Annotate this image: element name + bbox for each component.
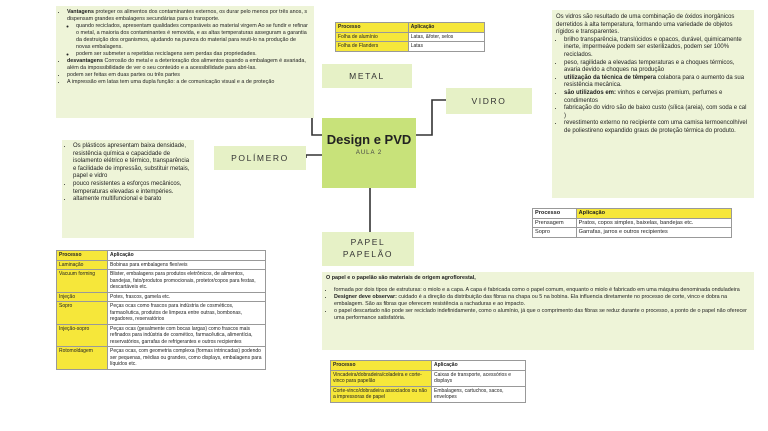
- vidro-item: [564, 120, 750, 135]
- vantagens-label: Vantagens: [67, 9, 94, 15]
- vidro-notes: [552, 10, 754, 198]
- table-header-row: [336, 23, 485, 33]
- branch-metal: [322, 64, 412, 88]
- table-cell: Potes, frascos, gamela etc.: [108, 292, 266, 302]
- vidro-item: [564, 90, 750, 105]
- table-cell: Garrafas, jarros e outros recipientes: [576, 228, 731, 238]
- vidro-table: [532, 208, 732, 238]
- branch-vidro-label: VIDRO: [471, 96, 507, 106]
- table-header-row: [331, 361, 526, 371]
- table-cell: Sopro: [57, 302, 108, 325]
- vantagens-text: proteger os alimentos dos contaminantes externos, os durar pelo menos por três anos, s dispensam grandes embalagens secundárias para o transporte.: [67, 9, 308, 22]
- vidro-connector: [416, 100, 446, 135]
- table-header: Processo: [533, 209, 577, 219]
- metal-sub-item: ◦ podem ser submeter a repetidas reciclagens sem perdas das propriedades.: [76, 51, 311, 58]
- papel-item-bold: Designer deve observar:: [334, 294, 397, 300]
- metal-extra-item: • A impressão em latas tem uma dupla função: a de comunicação visual e a de proteção: [67, 79, 311, 86]
- table-row: [57, 347, 266, 370]
- polimero-item: • altamente multifuncional e barato: [73, 196, 191, 204]
- papel-item: [334, 294, 750, 308]
- papel-item: [334, 287, 750, 294]
- branch-polimero-label: POLÍMERO: [231, 153, 289, 163]
- table-cell: Blister, embalagens para produtos eletrônicos, de alimentos, bandejas, fato/produtos promocionais, protetor/copos para festas, descartáveis etc.: [108, 270, 266, 293]
- papel-item-text: o papel descartado não pode ser reciclado indefinidamente, como o alumínio, já que o comprimento das fibras se reduz durante o processo, a ponto de o papel não oferecer uma performance satisfatória.: [334, 308, 747, 321]
- desvantagens-text: Corrosão do metal e a deterioração dos alimentos quando a embalagem é avariada, além da impossibilidade de ver o seu conteúdo e a acessibilidade para abri-las.: [67, 58, 306, 71]
- table-cell: Corte-vinco/dobradeira associados ou não a impressoras de papel: [331, 386, 432, 402]
- metal-sub-item: ◦ quando reciclados, apresentam qualidades comparáveis ao material virgem Ao se fundir e refinar o metal, a maioria dos contaminantes é removida, e as altas temperaturas asseguram a garantia da destruição dos organismos, ajudando na pureza do material para reuti-lo na produção de novas embalagens.: [76, 23, 311, 51]
- vidro-item-text: vinhos e cervejas premium, perfumes e condimentos: [564, 89, 723, 104]
- table-row: [57, 302, 266, 325]
- vidro-item-text: brilho transparência, translúcidos e opacos, durável, quimicamente inerte, impermeáve podem ser esterilizados, podem ser 100% reciclados.: [564, 36, 742, 58]
- metal-table: [335, 22, 485, 52]
- vidro-item-text: colabora para o aumento da sua resistência mecânica.: [564, 74, 745, 89]
- table-cell: Latas: [408, 42, 484, 52]
- polimero-connector: [306, 155, 322, 158]
- branch-polimero: [214, 146, 306, 170]
- papel-item-text: formada por dois tipos de estruturas: o miolo e a capa. A capa é fabricada como o papel comum, enquanto o miolo é fabricado em uma máquina denominada onduladeira: [334, 287, 740, 293]
- table-row: [533, 228, 732, 238]
- table-header: Processo: [336, 23, 409, 33]
- branch-vidro: [446, 88, 532, 114]
- table-cell: Laminação: [57, 260, 108, 270]
- vidro-item-text: peso, ragilidade a elevadas temperaturas e a choques térmicos, avaria devido a choques na produção: [564, 59, 735, 74]
- table-cell: Pratos, copos simples, baixelas, bandejas etc.: [576, 218, 731, 228]
- papel-item-text: cuidado é a direção da distribuição das fibras na chapa ou 5 na bobina. Ela influencia diretamente no processo de corte, vinco e dobra na embalagem. São as fibras que oferecem resistência a rachaduras e ao impacto.: [334, 294, 728, 307]
- vidro-item-text: revestimento externo no recipiente com uma camisa termoencolhível de poliestireno expandido graus de proteção térmica do produto.: [564, 120, 748, 134]
- vidro-item: [564, 105, 750, 120]
- central-title: Design e PVD: [326, 132, 412, 147]
- table-cell: Peças ocas como frascos para indústria de cosméticos, farmacêutica, produtos de limpeza entre outras, bombonas, regadores, reservatórios: [108, 302, 266, 325]
- table-header-row: [57, 251, 266, 261]
- table-cell: Caixas de transporte, acessórios e displays: [432, 370, 526, 386]
- table-cell: Embalagens, cartuchos, sacos, envelopes: [432, 386, 526, 402]
- branch-papel-label-1: PAPEL: [350, 237, 386, 247]
- polimero-table: [56, 250, 266, 370]
- papel-item: [334, 308, 750, 322]
- papel-heading: O papel e o papelão são materiais de origem agroflorestal,: [326, 275, 476, 281]
- branch-papel-label-2: PAPELÃO: [342, 249, 394, 259]
- table-header: Processo: [331, 361, 432, 371]
- table-cell: Peças ocas, com geometria complexa (formas intrincadas) podendo ser pequenas, médias ou grandes, como displays, embalagens para líquidos etc.: [108, 347, 266, 370]
- table-cell: Bobinas para embalagens flexíveis: [108, 260, 266, 270]
- table-header: Aplicação: [432, 361, 526, 371]
- table-cell: Latas, &foter, selos: [408, 32, 484, 42]
- table-header: Aplicação: [108, 251, 266, 261]
- table-header: Processo: [57, 251, 108, 261]
- table-cell: Vacuum forming: [57, 270, 108, 293]
- table-row: [533, 218, 732, 228]
- papel-notes: [322, 272, 754, 350]
- vidro-item: [564, 75, 750, 90]
- table-cell: Folha de alumínio: [336, 32, 409, 42]
- branch-papel: [322, 232, 414, 266]
- table-row: [57, 270, 266, 293]
- vidro-item: [564, 37, 750, 60]
- vidro-item-bold: utilização da técnica de têmpera: [564, 74, 657, 81]
- table-row: [336, 32, 485, 42]
- table-cell: Peças ocas (gesalmente com bocas largas) como frascos mais refinados para indústria de cosmético, farmacêutica, alimentícia, reservatórios, garrafas de refrigerantes e outros recipientes: [108, 324, 266, 347]
- metal-vantagens: [67, 9, 311, 58]
- table-row: [57, 260, 266, 270]
- table-header: Aplicação: [576, 209, 731, 219]
- vidro-item-text: fabricação do vidro são de baixo custo (sílica (areia), com soda e cal ): [564, 105, 747, 119]
- table-row: [331, 370, 526, 386]
- branch-metal-label: METAL: [349, 71, 385, 81]
- vidro-intro: Os vidros são resultado de uma combinação de óxidos inorgânicos derretidos à alta temperatura, formando uma variedade de objetos rígidos e transparentes.: [556, 14, 735, 36]
- table-row: [331, 386, 526, 402]
- table-header-row: [533, 209, 732, 219]
- table-cell: Prensagem: [533, 218, 577, 228]
- table-cell: Rotomoldagem: [57, 347, 108, 370]
- table-row: [57, 324, 266, 347]
- polimero-item: • Os plásticos apresentam baixa densidade, resistência química e capacidade de isolamento elétrico e térmico, transparência e facilidade de impressão, substituir metais, papel e vidro: [73, 143, 191, 181]
- central-topic: [322, 118, 416, 188]
- papel-table: [330, 360, 526, 403]
- metal-notes: [56, 6, 314, 118]
- central-subtitle: AULA 2: [355, 150, 383, 156]
- table-cell: Injeção-sopro: [57, 324, 108, 347]
- vidro-item: [564, 60, 750, 75]
- table-header: Aplicação: [408, 23, 484, 33]
- desvantagens-label: desvantagens: [67, 58, 103, 64]
- metal-desvantagens: [67, 58, 311, 72]
- table-row: [336, 42, 485, 52]
- polimero-item: • pouco resistentes a esforços mecânicos, temperaturas elevadas e intempéries.: [73, 181, 191, 196]
- table-cell: Folha de Flanders: [336, 42, 409, 52]
- metal-extra-item: • podem ser feitas em duas partes ou três partes: [67, 72, 311, 79]
- table-cell: Injeção: [57, 292, 108, 302]
- table-cell: Vincadeira/dobradeira/coladeira e corte-vinco para papelão: [331, 370, 432, 386]
- table-cell: Sopro: [533, 228, 577, 238]
- table-row: [57, 292, 266, 302]
- vidro-item-bold: são utilizados em:: [564, 89, 617, 96]
- polimero-notes: [62, 140, 194, 238]
